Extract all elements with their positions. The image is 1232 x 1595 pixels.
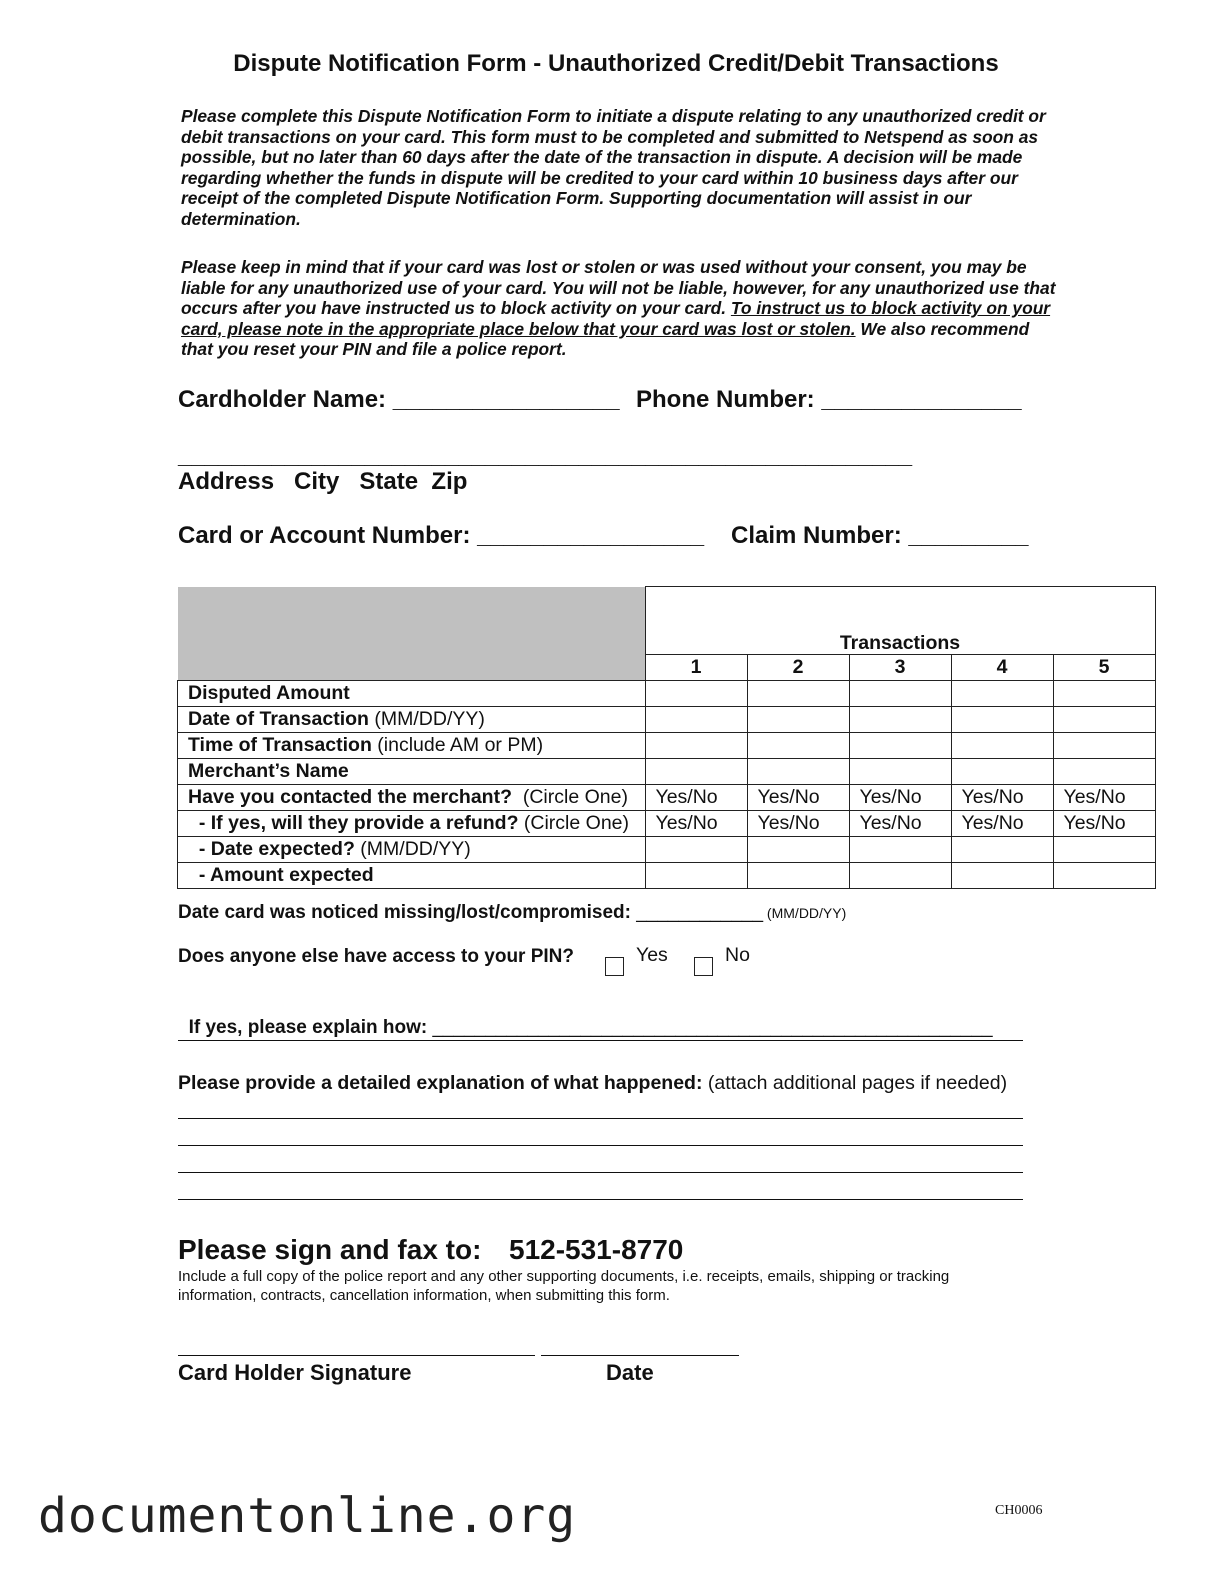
table-cell[interactable]: Yes/No <box>645 785 747 811</box>
table-row <box>178 733 1156 759</box>
table-cell[interactable] <box>951 707 1053 733</box>
row-label-note: (MM/DD/YY) <box>354 838 471 860</box>
transactions-header: Transactions <box>645 587 1155 655</box>
table-row <box>178 681 1156 707</box>
intro-text-1: Please complete this Dispute Notification Form to initiate a dispute relating to any unauthorized credit or debit transactions on your card. This form must to be completed and submitted to Netspend as soon as possible, but no later than 60 days after the date of the transaction in dispute. A decision will be made regarding whether the funds in dispute will be credited to your card within 10 business days after our receipt of the completed Dispute Notification Form. Supporting documentation will assist in our determination. <box>181 106 1046 229</box>
signature-label: Card Holder Signature <box>178 1360 412 1385</box>
table-cell[interactable] <box>951 863 1053 889</box>
claim-number-field[interactable]: Claim Number: _________ <box>731 522 1029 549</box>
table-cell[interactable] <box>849 681 951 707</box>
column-number: 4 <box>951 655 1053 681</box>
checkbox-icon <box>605 957 624 976</box>
table-cell[interactable]: Yes/No <box>849 785 951 811</box>
table-cell[interactable] <box>849 733 951 759</box>
row-label <box>178 811 646 837</box>
table-cell[interactable] <box>951 681 1053 707</box>
missing-date-format: (MM/DD/YY) <box>763 905 847 921</box>
detail-heading <box>178 1072 1007 1095</box>
row-label-note: (MM/DD/YY) <box>368 708 485 730</box>
table-cell[interactable]: Yes/No <box>849 811 951 837</box>
table-row <box>178 707 1156 733</box>
table-cell[interactable] <box>645 759 747 785</box>
row-label-main: Disputed Amount <box>188 682 350 704</box>
table-cell[interactable] <box>645 863 747 889</box>
form-code: CH0006 <box>995 1503 1043 1518</box>
table-cell[interactable] <box>849 759 951 785</box>
intro-text-2a: Please keep in mind that if your card was lost or stolen or was used without your consent, you may be liable for any unauthorized use of your card. You will not be liable, however, for any unauthorized use that occurs after you have instructed us to block activity on your card. <box>181 257 1056 319</box>
explain-blank[interactable]: _____________________________________________________ <box>432 1017 993 1038</box>
address-line[interactable]: _______________________________________________________ <box>178 442 913 469</box>
column-number: 1 <box>645 655 747 681</box>
table-row <box>178 863 1156 889</box>
table-cell[interactable] <box>747 681 849 707</box>
table-cell[interactable]: Yes/No <box>747 785 849 811</box>
table-cell[interactable] <box>747 707 849 733</box>
intro-paragraph-1 <box>181 106 1061 230</box>
table-cell[interactable]: Yes/No <box>951 785 1053 811</box>
missing-date-field[interactable] <box>178 902 846 924</box>
column-number: 5 <box>1053 655 1155 681</box>
table-cell[interactable] <box>1053 681 1155 707</box>
detail-line-1[interactable] <box>178 1118 1023 1119</box>
table-cell[interactable]: Yes/No <box>645 811 747 837</box>
detail-line-2[interactable] <box>178 1145 1023 1146</box>
table-header-blank <box>178 587 646 681</box>
pin-no-label: No <box>725 944 750 966</box>
cardholder-name-field[interactable]: Cardholder Name: _________________ <box>178 386 620 413</box>
checkbox-icon <box>694 957 713 976</box>
watermark: documentonline.org <box>38 1488 577 1544</box>
table-cell[interactable]: Yes/No <box>1053 785 1155 811</box>
transactions-table <box>177 586 1156 889</box>
row-label-note: (include AM or PM) <box>371 734 544 756</box>
row-label-main: Merchant’s Name <box>188 760 349 782</box>
row-label-main: Date of Transaction <box>188 708 369 730</box>
table-cell[interactable] <box>1053 733 1155 759</box>
table-cell[interactable] <box>849 837 951 863</box>
include-note: Include a full copy of the police report and any other supporting documents, i.e. receipts, emails, shipping or tracking information, contracts, cancellation information, when submitting this form. <box>178 1268 950 1304</box>
table-row <box>178 759 1156 785</box>
signature-line[interactable] <box>178 1355 535 1356</box>
table-cell[interactable] <box>747 759 849 785</box>
intro-text-2b: We also recommend that you reset your PIN and file a police report. <box>181 318 1030 360</box>
table-cell[interactable] <box>1053 837 1155 863</box>
table-cell[interactable] <box>645 733 747 759</box>
table-cell[interactable] <box>645 837 747 863</box>
row-label <box>178 863 646 889</box>
fax-label: Please sign and fax to: <box>178 1234 482 1265</box>
table-cell[interactable] <box>951 733 1053 759</box>
row-label-note: (Circle One) <box>512 786 628 808</box>
table-cell[interactable] <box>951 837 1053 863</box>
row-label-main: Time of Transaction <box>188 734 372 756</box>
missing-date-label: Date card was noticed missing/lost/compromised: <box>178 902 637 923</box>
date-line[interactable] <box>541 1355 739 1356</box>
missing-date-blank[interactable]: ____________ <box>636 902 764 923</box>
explain-field[interactable] <box>178 995 993 1039</box>
column-number: 3 <box>849 655 951 681</box>
row-label-main: - Date expected? <box>188 838 355 860</box>
table-row <box>178 785 1156 811</box>
row-label <box>178 837 646 863</box>
explain-line-2[interactable] <box>178 1040 1023 1041</box>
pin-yes-checkbox[interactable] <box>605 957 624 981</box>
row-label-main: - Amount expected <box>188 864 374 886</box>
transaction-rows <box>178 681 1156 889</box>
row-label <box>178 681 646 707</box>
detail-line-3[interactable] <box>178 1172 1023 1173</box>
table-cell[interactable] <box>951 759 1053 785</box>
table-cell[interactable] <box>747 837 849 863</box>
phone-number-field[interactable]: Phone Number: _______________ <box>636 386 1022 413</box>
explain-label: If yes, please explain how: <box>188 1017 433 1038</box>
table-cell[interactable] <box>1053 707 1155 733</box>
table-cell[interactable] <box>645 681 747 707</box>
date-label: Date <box>606 1360 654 1385</box>
intro-paragraph-2 <box>181 257 1061 360</box>
row-label <box>178 759 646 785</box>
detail-note: (attach additional pages if needed) <box>702 1072 1008 1094</box>
form-title: Dispute Notification Form - Unauthorized Credit/Debit Transactions <box>233 50 999 77</box>
fax-number: 512-531-8770 <box>509 1234 684 1265</box>
table-cell[interactable]: Yes/No <box>1053 811 1155 837</box>
table-cell[interactable]: Yes/No <box>747 811 849 837</box>
row-label <box>178 733 646 759</box>
table-cell[interactable] <box>1053 759 1155 785</box>
card-number-field[interactable]: Card or Account Number: _________________ <box>178 522 705 549</box>
detail-line-4[interactable] <box>178 1199 1023 1200</box>
table-cell[interactable] <box>747 733 849 759</box>
pin-yes-label: Yes <box>636 944 668 966</box>
row-label-main: Have you contacted the merchant? <box>188 786 512 808</box>
table-cell[interactable]: Yes/No <box>951 811 1053 837</box>
intro-text-2-underlined: To instruct us to block activity on your card, please note in the appropriate place below that your card was lost or stolen. <box>181 298 1051 339</box>
pin-no-checkbox[interactable] <box>694 957 713 981</box>
table-cell[interactable] <box>849 707 951 733</box>
table-cell[interactable] <box>849 863 951 889</box>
row-label-main: - If yes, will they provide a refund? <box>188 812 519 834</box>
column-number: 2 <box>747 655 849 681</box>
pin-question: Does anyone else have access to your PIN? <box>178 946 575 967</box>
table-cell[interactable] <box>1053 863 1155 889</box>
row-label <box>178 707 646 733</box>
address-label: Address City State Zip <box>178 468 468 495</box>
detail-label: Please provide a detailed explanation of what happened: <box>178 1072 703 1094</box>
row-label <box>178 785 646 811</box>
table-cell[interactable] <box>747 863 849 889</box>
row-label-note: (Circle One) <box>518 812 630 834</box>
table-row <box>178 811 1156 837</box>
table-row <box>178 837 1156 863</box>
table-cell[interactable] <box>645 707 747 733</box>
